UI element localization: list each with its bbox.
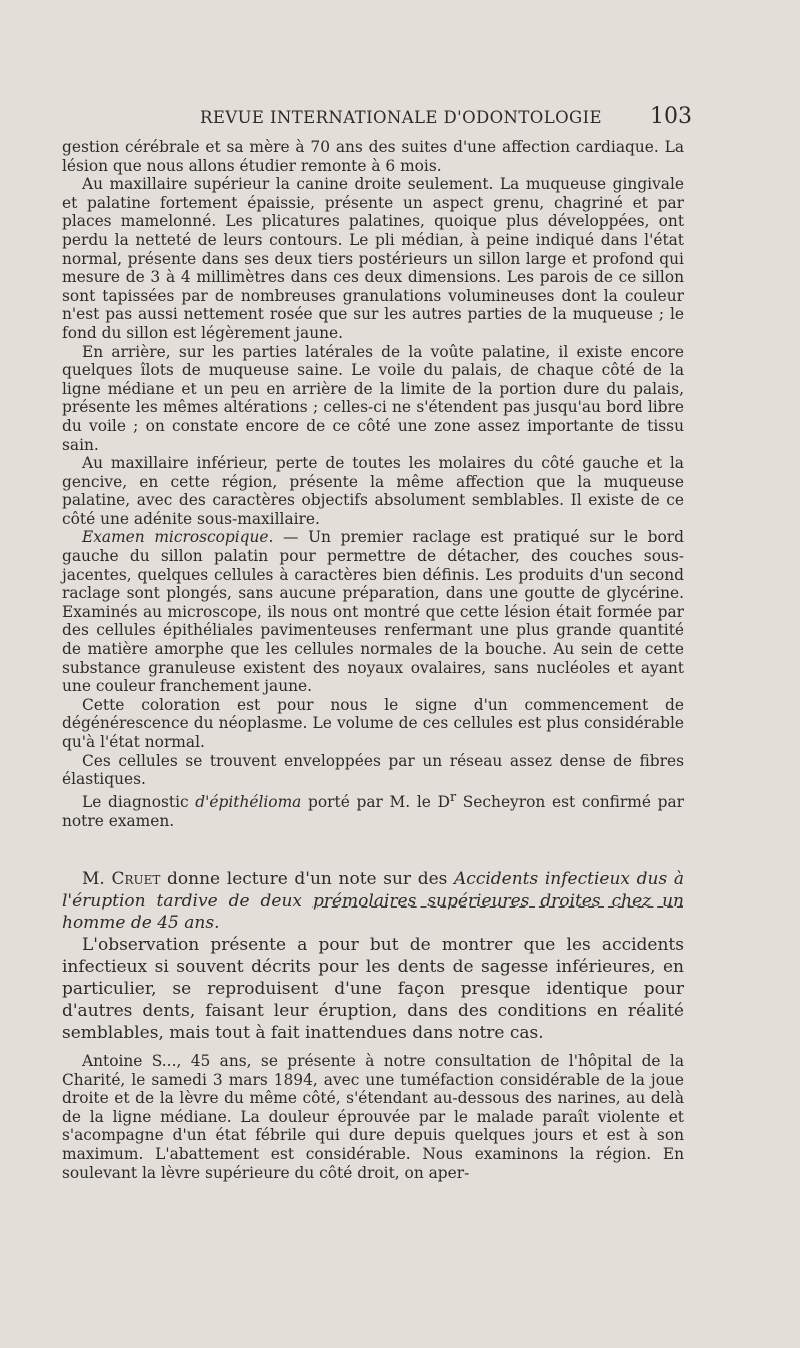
cruet-text: donne lecture d'un note sur des <box>160 869 455 889</box>
diagnosis-text: Le diagnostic <box>82 792 196 811</box>
paragraph: En arrière, sur les parties latérales de la voûte palatine, il existe encore quelques îlots de muqueuse saine. Le voile du palais, de chaque côté de la ligne médiane et un peu en arrière de la limite de la portion dure du palais, présente les mêmes altérations ; celles-ci ne s'étendent pas jusqu'au bord libre du voile ; on constate encore de ce côté une zone assez importante de tissu sain. <box>62 342 684 454</box>
paragraph: Au maxillaire supérieur la canine droite seulement. La muqueuse gingivale et palatine fortement épaissie, présente un aspect grenu, chagriné et par places mamelonné. Les plicatures palatines, quoique plus développées, ont perdu la netteté de leurs contours. Le pli médian, à peine indiqué dans l'état normal, présente dans ses deux tiers postérieurs un sillon large et profond qui mesure de 3 à 4 millimètres dans ces deux dimensions. Les parois de ce sillon sont tapissées par de nombreuses granulations volumineuses dont la couleur n'est pas aussi nettement rosée que sur les autres parties de la muqueuse ; le fond du sillon est légèrement jaune. <box>62 175 684 342</box>
paragraph: gestion cérébrale et sa mère à 70 ans des suites d'une affection cardiaque. La lésion que nous allons étudier remonte à 6 mois. <box>62 138 684 175</box>
exam-paragraph <box>62 528 684 695</box>
diagnosis-text: Secheyron est confirmé par notre examen. <box>62 792 685 830</box>
communication-section <box>62 868 684 1044</box>
case-section <box>62 1052 684 1182</box>
paragraph: Au maxillaire inférieur, perte de toutes les molaires du côté gauche et la gencive, en cette région, présente la même affection que la muqueuse palatine, avec des caractères objectifs absolument semblables. Il existe de ce côté une adénite sous-maxillaire. <box>62 454 684 528</box>
diagnosis-text: porté par M. le D <box>301 792 450 811</box>
superscript: r <box>449 789 457 805</box>
diagnosis-term: d'épithélioma <box>195 792 302 811</box>
cruet-prefix: M. <box>82 869 112 889</box>
paragraph: Ces cellules se trouvent enveloppées par un réseau assez dense de fibres élastiques. <box>62 751 684 789</box>
journal-title: REVUE INTERNATIONALE D'ODONTOLOGIE <box>200 108 602 127</box>
observation-paragraph: L'observation présente a pour but de montrer que les accidents infectieux si souvent décrits pour les dents de sagesse inférieures, en particulier, se reproduisent d'une façon presque identique pour d'autres dents, faisant leur éruption, dans des conditions en réalité semblables, mais tout à fait inattendues dans notre cas. <box>62 935 684 1043</box>
exam-label: Examen microscopique. <box>82 528 274 547</box>
paragraph: Cette coloration est pour nous le signe d'un commencement de dégénérescence du néoplasme. Le volume de ces cellules est plus considérable qu'à l'état normal. <box>62 695 684 751</box>
running-header <box>62 104 692 136</box>
note-title-underlined: prémolaires supérieures droites chez un <box>312 891 684 911</box>
diagnosis-paragraph <box>62 789 684 830</box>
page-number: 103 <box>650 104 692 129</box>
author-name: Cruet <box>111 869 161 889</box>
body-text <box>62 138 684 830</box>
note-title: Accidents infectieux dus à l'éruption tardive de deux <box>62 869 684 911</box>
cruet-paragraph <box>62 868 684 934</box>
case-paragraph: Antoine S..., 45 ans, se présente à notre consultation de l'hôpital de la Charité, le samedi 3 mars 1894, avec une tuméfaction considérable de la joue droite et de la lèvre du même côté, s'étendant au-dessous des narines, au delà de la ligne médiane. La douleur éprouvée par le malade paraît violente et s'acompagne d'un état fébrile qui dure depuis quelques jours et est à son maximum. L'abattement est considérable. Nous examinons la région. En soulevant la lèvre supérieure du côté droit, on aper- <box>62 1052 684 1182</box>
note-title: homme de 45 ans. <box>62 913 220 933</box>
exam-text: — Un premier raclage est pratiqué sur le bord gauche du sillon palatin pour permettre de détacher, des couches sous-jacentes, quelques cellules à caractères bien définis. Les produits d'un second raclage sont plongés, sans aucune préparation, dans une goutte de glycérine. Examinés au microscope, ils nous ont montré que cette lésion était formée par des cellules épithéliales pavimenteuses renfermant une plus grande quantité de matière amorphe que les cellules normales de la bouche. Au sein de cette substance granuleuse existent des noyaux ovalaires, sans nucléoles et ayant une couleur franchement jaune. <box>62 528 684 696</box>
